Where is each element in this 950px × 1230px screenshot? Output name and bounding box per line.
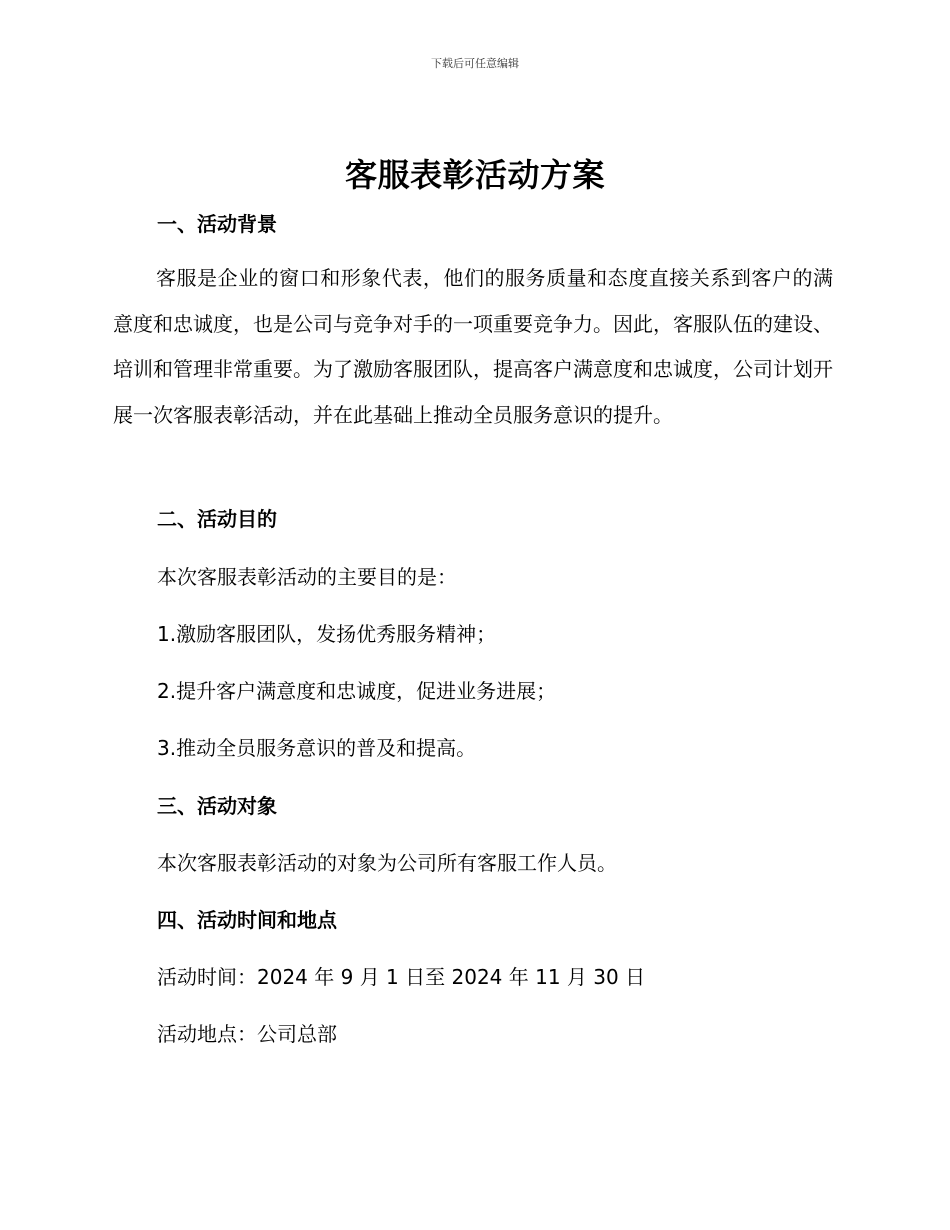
activity-place-line: 活动地点：公司总部: [157, 1022, 337, 1046]
background-paragraph: 客服是企业的窗口和形象代表，他们的服务质量和态度直接关系到客户的满意度和忠诚度，也是公司与竞争对手的一项重要竞争力。因此，客服队伍的建设、培训和管理非常重要。为了激励客服团队，提高客户满意度和忠诚度，公司计划开展一次客服表彰活动，并在此基础上推动全员服务意识的提升。: [113, 266, 833, 427]
document-title: 客服表彰活动方案: [344, 156, 605, 194]
purpose-intro-line: 本次客服表彰活动的主要目的是：: [157, 565, 457, 589]
section-heading-audience: 三、活动对象: [157, 794, 277, 818]
activity-time-line: 活动时间：2024 年 9 月 1 日至 2024 年 11 月 30 日: [157, 965, 646, 989]
audience-line: 本次客服表彰活动的对象为公司所有客服工作人员。: [157, 851, 617, 875]
section-heading-time-place: 四、活动时间和地点: [157, 908, 337, 932]
section-heading-background: 一、活动背景: [157, 212, 277, 236]
purpose-item-2: 2.提升客户满意度和忠诚度，促进业务进展；: [157, 679, 557, 703]
purpose-item-1: 1.激励客服团队，发扬优秀服务精神；: [157, 622, 497, 646]
purpose-item-3: 3.推动全员服务意识的普及和提高。: [157, 736, 477, 760]
section-heading-purpose: 二、活动目的: [157, 507, 277, 531]
page-header-note: 下载后可任意编辑: [431, 57, 519, 70]
